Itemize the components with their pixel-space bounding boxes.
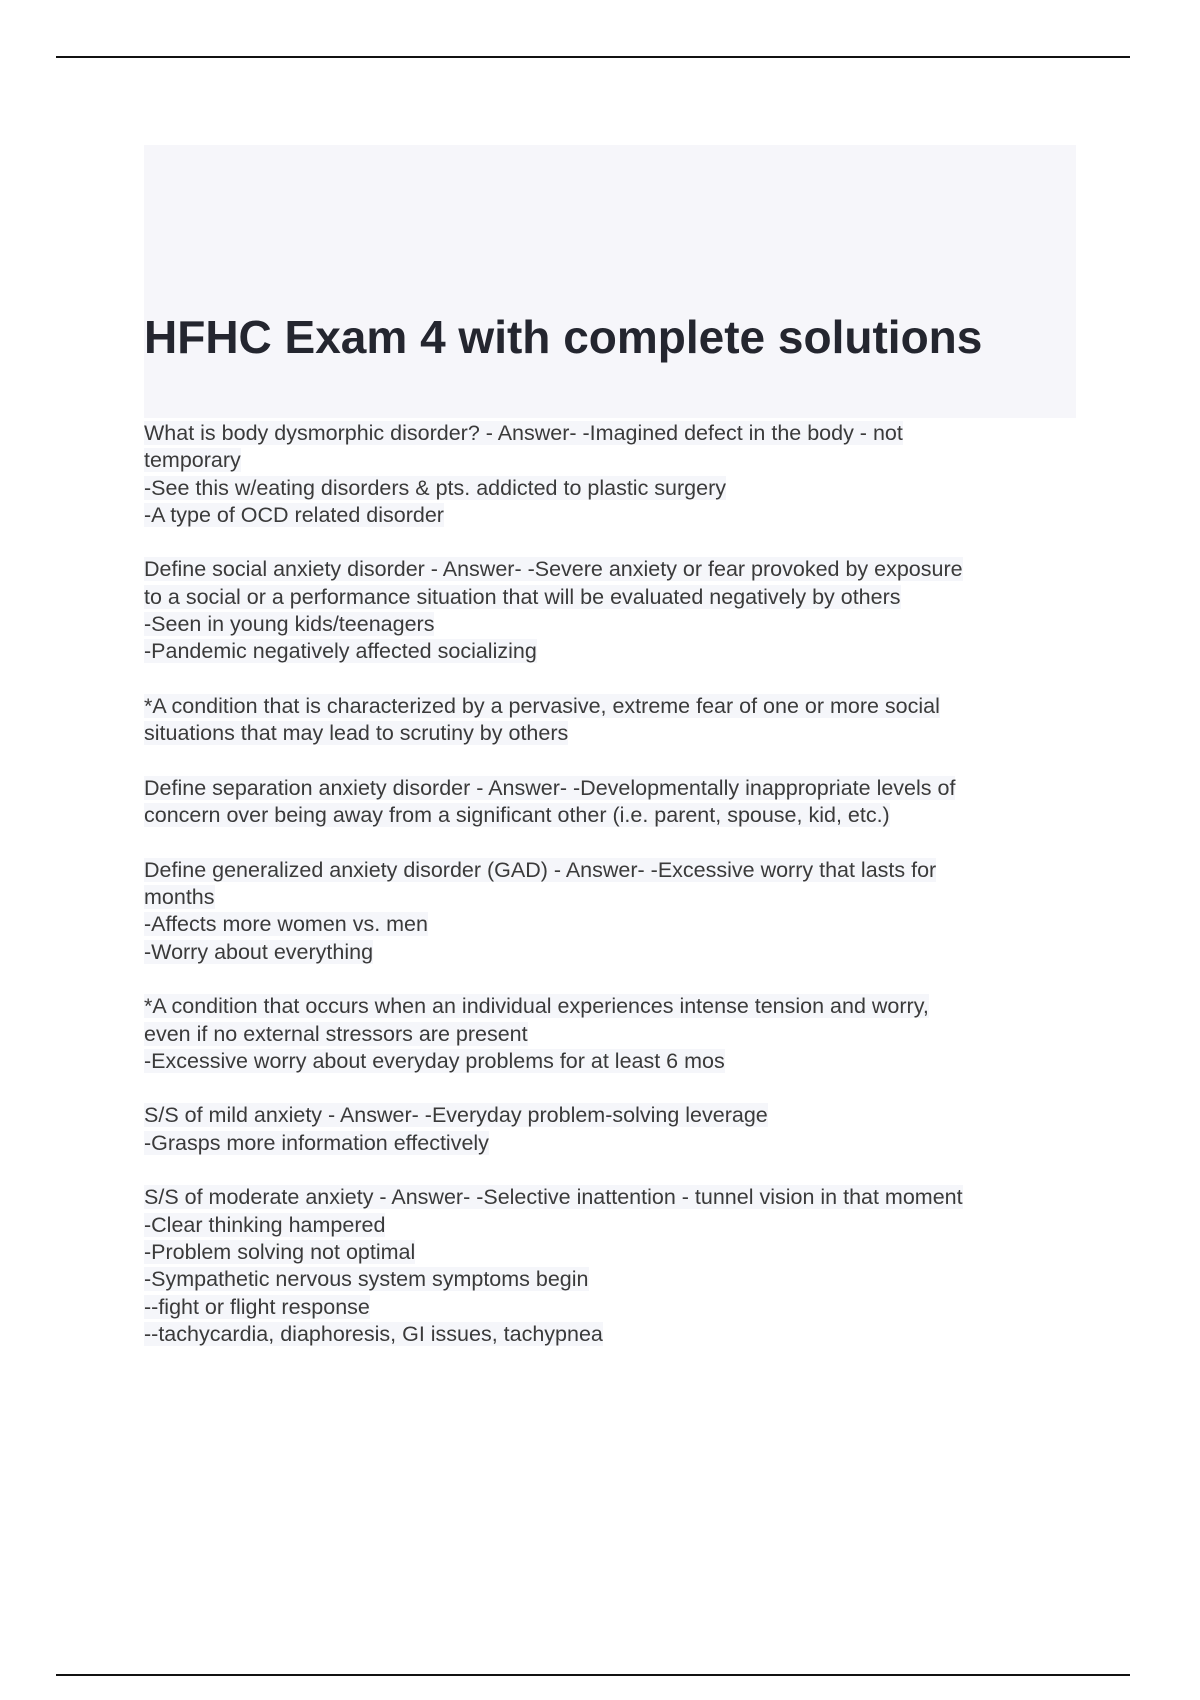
qa-paragraph [144,420,1084,529]
text-line [144,1294,1084,1321]
text-line [144,584,1084,611]
text-line [144,475,1084,502]
qa-paragraph [144,857,1084,966]
text-line [144,720,1084,747]
text-line [144,1048,1084,1075]
qa-paragraph [144,556,1084,665]
title-banner [144,145,1076,418]
bottom-rule [56,1674,1130,1676]
text-line-content: -A type of OCD related disorder [144,502,444,527]
text-line [144,1212,1084,1239]
text-line-content: -Problem solving not optimal [144,1239,416,1264]
text-line [144,693,1084,720]
text-line [144,1130,1084,1157]
text-line-content: *A condition that is characterized by a pervasive, extreme fear of one or more social [144,693,940,718]
text-line-content: -Grasps more information effectively [144,1130,489,1155]
document-title: HFHC Exam 4 with complete solutions [144,311,983,363]
qa-paragraph [144,775,1084,830]
text-line [144,502,1084,529]
text-line-content: S/S of moderate anxiety - Answer- -Selective inattention - tunnel vision in that moment [144,1185,963,1210]
text-line [144,611,1084,638]
text-line-content: -Seen in young kids/teenagers [144,612,435,637]
text-line-content: situations that may lead to scrutiny by others [144,721,569,746]
text-line-content: --fight or flight response [144,1294,370,1319]
text-line [144,1266,1084,1293]
text-line-content: Define social anxiety disorder - Answer- -Severe anxiety or fear provoked by exposure [144,557,963,582]
qa-paragraph [144,1184,1084,1348]
qa-paragraph [144,1102,1084,1157]
text-line [144,802,1084,829]
text-line-content: -Sympathetic nervous system symptoms begin [144,1267,589,1292]
text-line [144,884,1084,911]
text-line [144,447,1084,474]
text-line [144,911,1084,938]
qa-paragraph [144,993,1084,1075]
text-line-content: to a social or a performance situation that will be evaluated negatively by others [144,584,901,609]
text-line-content: even if no external stressors are present [144,1021,528,1046]
text-line-content: concern over being away from a significant other (i.e. parent, spouse, kid, etc.) [144,803,890,828]
text-line-content: months [144,885,215,910]
text-line-content: -Excessive worry about everyday problems for at least 6 mos [144,1048,725,1073]
text-line [144,638,1084,665]
top-rule [56,56,1130,58]
document-body [144,420,1084,1375]
text-line [144,1102,1084,1129]
text-line [144,939,1084,966]
text-line-content: -Clear thinking hampered [144,1212,386,1237]
text-line-content: S/S of mild anxiety - Answer- -Everyday problem-solving leverage [144,1103,768,1128]
text-line-content: Define generalized anxiety disorder (GAD) - Answer- -Excessive worry that lasts for [144,857,937,882]
text-line-content: Define separation anxiety disorder - Answer- -Developmentally inappropriate levels of [144,775,956,800]
text-line [144,1321,1084,1348]
text-line [144,993,1084,1020]
text-line [144,1184,1084,1211]
text-line-content: -See this w/eating disorders & pts. addicted to plastic surgery [144,475,726,500]
text-line [144,857,1084,884]
text-line-content: -Pandemic negatively affected socializing [144,639,537,664]
text-line [144,1021,1084,1048]
text-line [144,775,1084,802]
qa-paragraph [144,693,1084,748]
text-line [144,1239,1084,1266]
text-line [144,420,1084,447]
text-line-content: -Affects more women vs. men [144,912,428,937]
text-line [144,556,1084,583]
text-line-content: --tachycardia, diaphoresis, GI issues, tachypnea [144,1321,603,1346]
text-line-content: -Worry about everything [144,939,374,964]
text-line-content: What is body dysmorphic disorder? - Answer- -Imagined defect in the body - not [144,421,903,445]
text-line-content: *A condition that occurs when an individual experiences intense tension and worry, [144,994,929,1019]
text-line-content: temporary [144,448,241,473]
